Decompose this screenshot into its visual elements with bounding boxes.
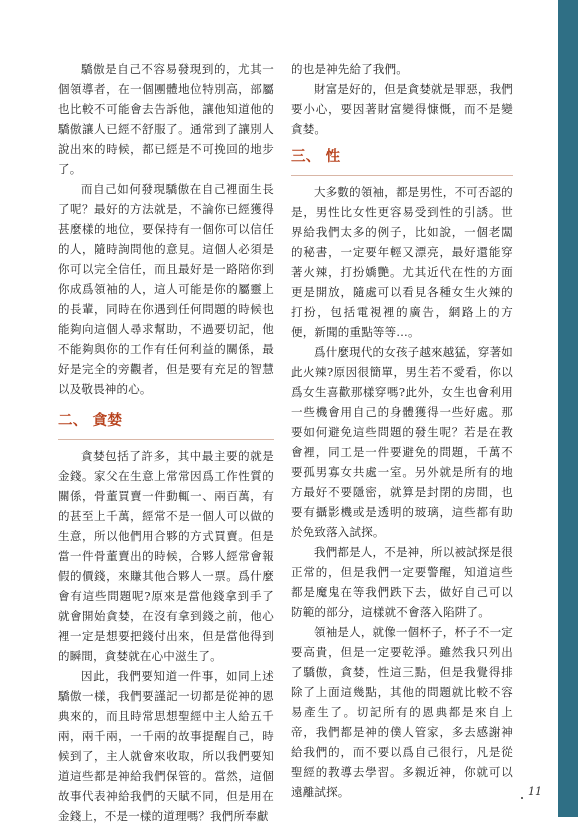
- section-heading-greed: 二、 貪婪: [58, 413, 123, 429]
- paragraph: 大多數的領袖，都是男性，不可否認的是，男性比女性更容易受到性的引誘。世界給我們太多的例子，比如說，一個老闆的秘書，一定要年輕又漂亮，最好還能穿著火辣，打扮嬌艷。尤其近代在性的方面更是開放，隨處可以看見各種女生火辣的打扮，包括電視裡的廣告，網路上的方便，新聞的重點等等…。: [291, 185, 513, 339]
- paragraph: 而自己如何發現驕傲在自己裡面生長了呢？最好的方法就是，不論你已經獲得甚麼樣的地位，要保持有一個你可以信任的人，隨時詢問他的意見。這個人必須是你可以完全信任，而且最好是一路陪你到你成爲領袖的人，這人可能是你的屬靈上的長輩，同時在你遇到任何問題的時候也能夠向這個人尋求幫助，不過要切記，他不能夠與你的工作有任何利益的關係，最好是完全的旁觀者，但是要有充足的智慧以及敬畏神的心。: [58, 182, 274, 396]
- page-number: 11: [528, 785, 542, 798]
- paragraph: 領袖是人，就像一個杯子，杯子不一定要高貴，但是一定要乾淨。雖然我只列出了驕傲，貪婪，性這三點，但是我覺得排除了上面這幾點，其他的問題就比較不容易產生了。切記所有的恩典都是來自上帝，我們都是神的僕人管家，多去感謝神給我們的，而不要以爲自己很行，凡是從聖經的教導去學習。多親近神，你就可以遠離試探。: [291, 625, 513, 799]
- heading-divider: [58, 439, 274, 440]
- paragraph: 貪婪包括了許多，其中最主要的就是金錢。家父在生意上常常因爲工作性質的關係，骨董買賣一件動輒一、兩百萬，有的甚至上千萬，經常不是一個人可以做的生意，所以他們用合夥的方式買賣。但是當一件骨董賣出的時候，合夥人經常會報假的價錢，來賺其他合夥人一票。爲什麼會有這些問題呢?原來是當他錢拿到手了就會開始貪婪，在沒有拿到錢之前，他心裡一定是想要把錢付出來，但是當他得到的瞬間，貪婪就在心中滋生了。: [58, 449, 274, 663]
- paragraph: 財富是好的，但是貪婪就是罪惡，我們要小心，要因著財富變得慷慨，而不是變貪婪。: [291, 82, 513, 136]
- paragraph: 我們都是人，不是神，所以被試探是很正常的，但是我們一定要警醒，知道這些都是魔鬼在等我們跌下去，做好自己可以防範的部分，這樣就不會落入陷阱了。: [291, 545, 513, 619]
- heading-divider: [291, 175, 513, 176]
- left-column: [58, 59, 274, 826]
- paragraph: 的也是神先給了我們。: [291, 62, 408, 76]
- paragraph: 爲什麼現代的女孩子越來越猛，穿著如此火辣?原因很簡單，男生若不愛看，你以爲女生喜歡那樣穿嗎?此外，女生也會利用一些機會用自己的身體獲得一些好處。那要如何避免這些問題的發生呢？若是在教會裡，同工是一件要避免的問題，千萬不要孤男寡女共處一室。另外就是所有的地方最好不要隱密，就算是封閉的房間，也要有攝影機或是透明的玻璃，這些都有助於免致落入試探。: [291, 345, 513, 539]
- page-number-bullet: [521, 797, 523, 799]
- section-heading-sex: 三、 性: [291, 149, 341, 165]
- paragraph: 因此，我們要知道一件事，如同上述驕傲一樣，我們要謹記一切都是從神的恩典來的，而且時常思想聖經中主人給五千兩，兩千兩，一千兩的故事提醒自己，時候到了，主人就會來收取，所以我們要知道這些都是神給我們保管的。當然，這個故事代表神給我們的天賦不同，但是用在金錢上，不是一樣的道理嗎？我們所奉獻: [58, 669, 274, 823]
- right-column: [291, 59, 513, 802]
- paragraph: 驕傲是自己不容易發現到的，尤其一個領導者，在一個團體地位特別高，部屬也比較不可能會去告訴他，讓他知道他的驕傲讓人已經不舒服了。通常到了讓別人說出來的時候，都已經是不可挽回的地步了。: [58, 62, 274, 176]
- side-color-band: [558, 0, 578, 817]
